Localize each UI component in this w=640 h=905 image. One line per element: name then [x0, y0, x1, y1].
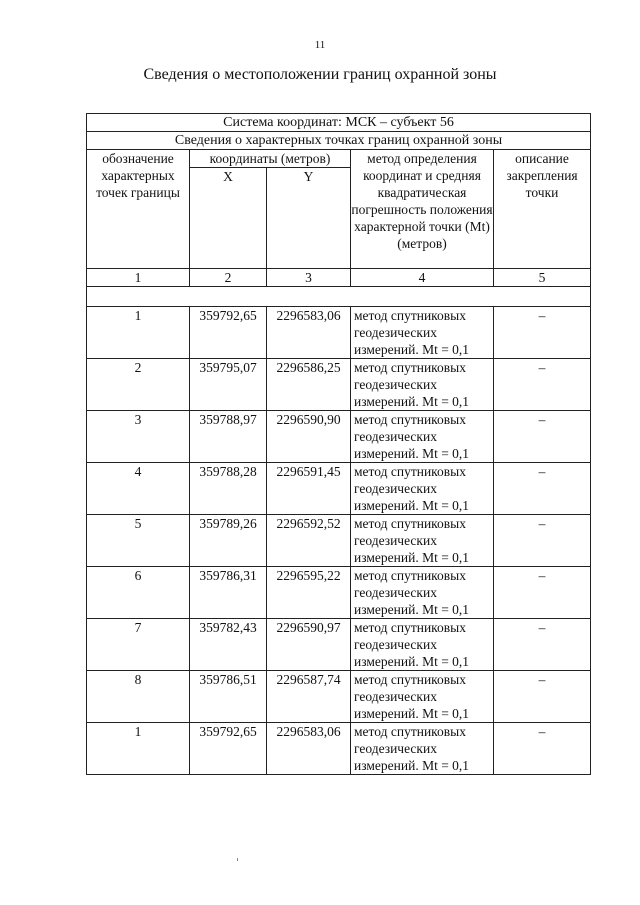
x-coordinate-cell: 359789,26 [190, 515, 267, 567]
method-cell: метод спутниковых геодезических измерений. Mt = 0,1 [351, 619, 494, 671]
column-number: 5 [494, 269, 591, 287]
description-cell: – [494, 515, 591, 567]
coordinate-system-row [87, 114, 591, 132]
description-cell: – [494, 671, 591, 723]
x-coordinate-cell: 359792,65 [190, 307, 267, 359]
x-coordinate-cell: 359788,97 [190, 411, 267, 463]
method-cell: метод спутниковых геодезических измерений. Mt = 0,1 [351, 515, 494, 567]
description-cell: – [494, 567, 591, 619]
table-row [87, 723, 591, 775]
data-rows [87, 307, 591, 775]
x-coordinate-cell: 359782,43 [190, 619, 267, 671]
header-designation: обозначение характерных точек границы [87, 150, 190, 269]
y-coordinate-cell: 2296583,06 [267, 307, 351, 359]
column-number: 1 [87, 269, 190, 287]
description-cell: – [494, 463, 591, 515]
y-coordinate-cell: 2296587,74 [267, 671, 351, 723]
description-cell: – [494, 619, 591, 671]
coordinate-system-cell: Система координат: МСК – субъект 56 [87, 114, 591, 132]
page-number: 11 [314, 39, 326, 51]
y-coordinate-cell: 2296590,90 [267, 411, 351, 463]
description-cell: – [494, 411, 591, 463]
table-row [87, 411, 591, 463]
point-id-cell: 4 [87, 463, 190, 515]
table-row [87, 307, 591, 359]
y-coordinate-cell: 2296592,52 [267, 515, 351, 567]
table-row [87, 463, 591, 515]
y-coordinate-cell: 2296595,22 [267, 567, 351, 619]
section-title-row [87, 132, 591, 150]
method-cell: метод спутниковых геодезических измерений. Mt = 0,1 [351, 411, 494, 463]
point-id-cell: 8 [87, 671, 190, 723]
column-number: 2 [190, 269, 267, 287]
description-cell: – [494, 723, 591, 775]
x-coordinate-cell: 359788,28 [190, 463, 267, 515]
header-coordinates: координаты (метров) [190, 150, 351, 168]
header-y: Y [267, 168, 351, 269]
table-row [87, 359, 591, 411]
header-row [87, 150, 591, 168]
column-number: 3 [267, 269, 351, 287]
document-title: Сведения о местоположении границ охранной зоны [143, 66, 497, 83]
blank-cell [87, 287, 591, 307]
y-coordinate-cell: 2296591,45 [267, 463, 351, 515]
point-id-cell: 1 [87, 723, 190, 775]
y-coordinate-cell: 2296590,97 [267, 619, 351, 671]
method-cell: метод спутниковых геодезических измерений. Mt = 0,1 [351, 307, 494, 359]
x-coordinate-cell: 359795,07 [190, 359, 267, 411]
header-method: метод определения координат и средняя квадратическая погрешность положения характерной точки (Mt) (метров) [351, 150, 494, 269]
method-cell: метод спутниковых геодезических измерений. Mt = 0,1 [351, 671, 494, 723]
header-description: описание закрепления точки [494, 150, 591, 269]
method-cell: метод спутниковых геодезических измерений. Mt = 0,1 [351, 463, 494, 515]
section-title-cell: Сведения о характерных точках границ охранной зоны [87, 132, 591, 150]
point-id-cell: 1 [87, 307, 190, 359]
x-coordinate-cell: 359786,31 [190, 567, 267, 619]
y-coordinate-cell: 2296586,25 [267, 359, 351, 411]
point-id-cell: 7 [87, 619, 190, 671]
scan-mark [237, 858, 238, 861]
column-numbers-row [87, 269, 591, 287]
table-row [87, 567, 591, 619]
method-cell: метод спутниковых геодезических измерений. Mt = 0,1 [351, 359, 494, 411]
method-cell: метод спутниковых геодезических измерений. Mt = 0,1 [351, 567, 494, 619]
description-cell: – [494, 307, 591, 359]
x-coordinate-cell: 359792,65 [190, 723, 267, 775]
table-row [87, 619, 591, 671]
column-number: 4 [351, 269, 494, 287]
table-row [87, 671, 591, 723]
description-cell: – [494, 359, 591, 411]
boundary-points-table [86, 113, 591, 775]
y-coordinate-cell: 2296583,06 [267, 723, 351, 775]
point-id-cell: 6 [87, 567, 190, 619]
point-id-cell: 2 [87, 359, 190, 411]
header-x: X [190, 168, 267, 269]
table-row [87, 515, 591, 567]
x-coordinate-cell: 359786,51 [190, 671, 267, 723]
method-cell: метод спутниковых геодезических измерений. Mt = 0,1 [351, 723, 494, 775]
point-id-cell: 3 [87, 411, 190, 463]
point-id-cell: 5 [87, 515, 190, 567]
blank-row [87, 287, 591, 307]
